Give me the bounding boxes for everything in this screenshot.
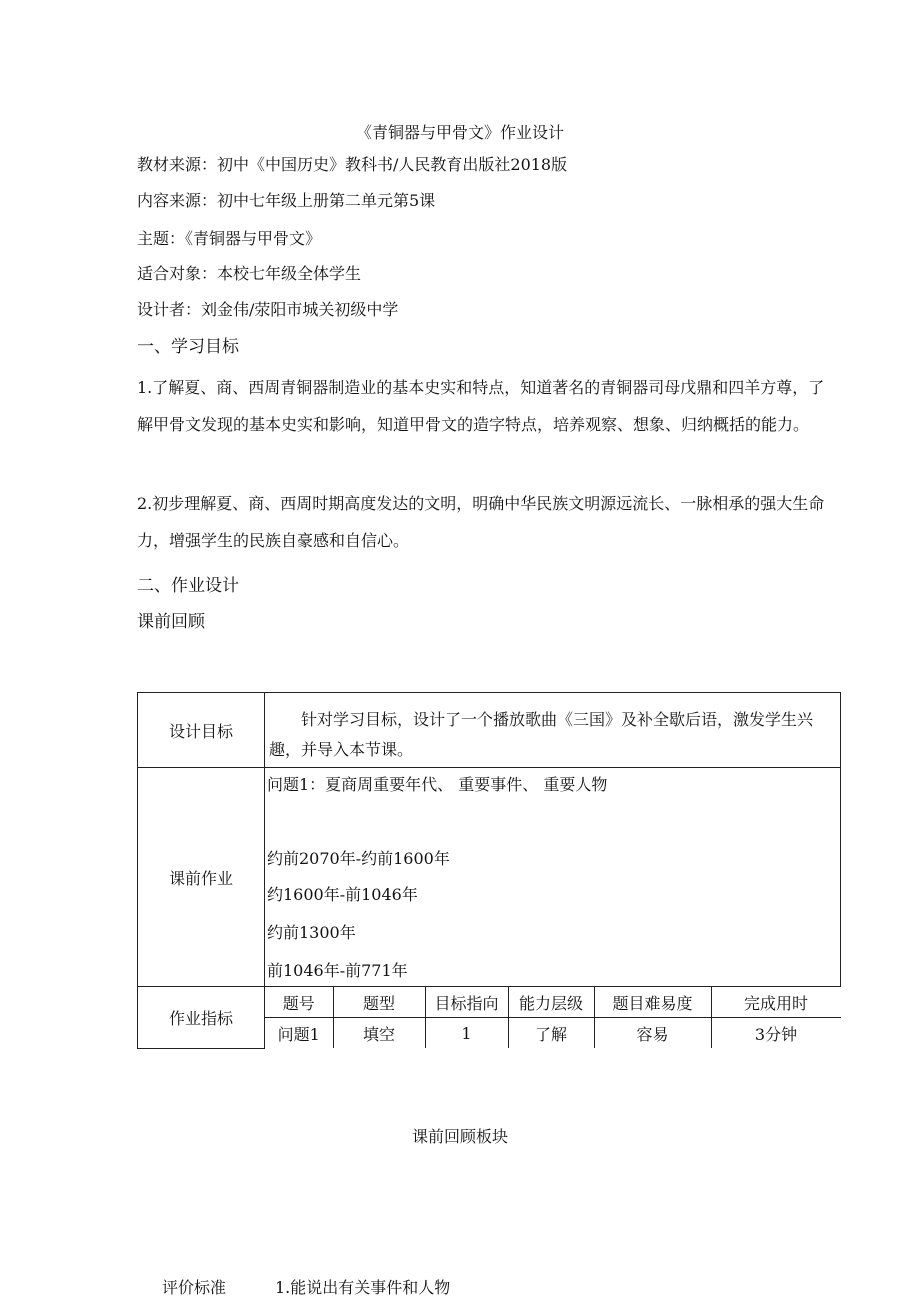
learning-goal-2: 2.初步理解夏、商、西周时期高度发达的文明，明确中华民族文明源远流长、一脉相承的强大生命力，增强学生的民族自豪感和自信心。 <box>137 494 825 550</box>
question-line: 问题1：夏商周重要年代、 重要事件、 重要人物 <box>267 775 608 794</box>
index-cell: 问题1 <box>265 1018 333 1049</box>
goal-row <box>138 693 841 768</box>
index-header: 目标指向 <box>425 987 508 1018</box>
section2-subheading: 课前回顾 <box>137 612 205 632</box>
block-caption: 课前回顾板块 <box>411 1127 508 1146</box>
index-cell: 填空 <box>333 1018 425 1049</box>
goal-label: 设计目标 <box>138 693 265 768</box>
index-table <box>265 987 841 1048</box>
homework-table <box>137 692 841 1049</box>
goal-text: 针对学习目标，设计了一个播放歌曲《三国》及补全歇后语，激发学生兴趣，并导入本节课。 <box>269 710 814 759</box>
theme-line: 主题：《青铜器与甲骨文》 <box>137 229 322 248</box>
evaluation-label: 评价标准 <box>162 1278 227 1297</box>
index-label: 作业指标 <box>138 987 265 1049</box>
index-cell: 容易 <box>594 1018 711 1049</box>
designer-line: 设计者：刘金伟/荥阳市城关初级中学 <box>137 300 399 319</box>
content-source: 内容来源：初中七年级上册第二单元第5课 <box>137 191 436 210</box>
learning-goal-1: 1.了解夏、商、西周青铜器制造业的基本史实和特点，知道著名的青铜器司母戊鼎和四羊方尊，了解甲骨文发现的基本史实和影响，知道甲骨文的造字特点，培养观察、想象、归纳概括的能力。 <box>137 378 825 434</box>
index-header: 题号 <box>265 987 333 1018</box>
section1-heading: 一、学习目标 <box>137 337 239 357</box>
index-header: 题目难易度 <box>594 987 711 1018</box>
section2-heading: 二、作业设计 <box>137 576 239 596</box>
period-western-zhou: 前1046年-前771年 <box>267 961 408 980</box>
index-row <box>138 987 841 1049</box>
index-cell: 1 <box>425 1018 508 1049</box>
index-header: 题型 <box>333 987 425 1018</box>
document-title: 《青铜器与甲骨文》作业设计 <box>355 123 564 142</box>
audience-line: 适合对象：本校七年级全体学生 <box>137 264 362 283</box>
period-shang: 约1600年-前1046年 <box>267 885 418 904</box>
period-xia: 约前2070年-约前1600年 <box>267 849 450 868</box>
evaluation-item-1: 1.能说出有关事件和人物 <box>275 1278 451 1297</box>
index-header: 完成用时 <box>711 987 841 1018</box>
period-pangeng: 约前1300年 <box>267 923 356 942</box>
homework-row <box>138 768 841 987</box>
index-data-row <box>265 1018 841 1049</box>
index-cell: 3分钟 <box>711 1018 841 1049</box>
homework-label: 课前作业 <box>138 768 265 987</box>
index-cell: 了解 <box>508 1018 594 1049</box>
textbook-source: 教材来源：初中《中国历史》教科书/人民教育出版社2018版 <box>137 155 568 174</box>
index-header: 能力层级 <box>508 987 594 1018</box>
index-header-row <box>265 987 841 1018</box>
